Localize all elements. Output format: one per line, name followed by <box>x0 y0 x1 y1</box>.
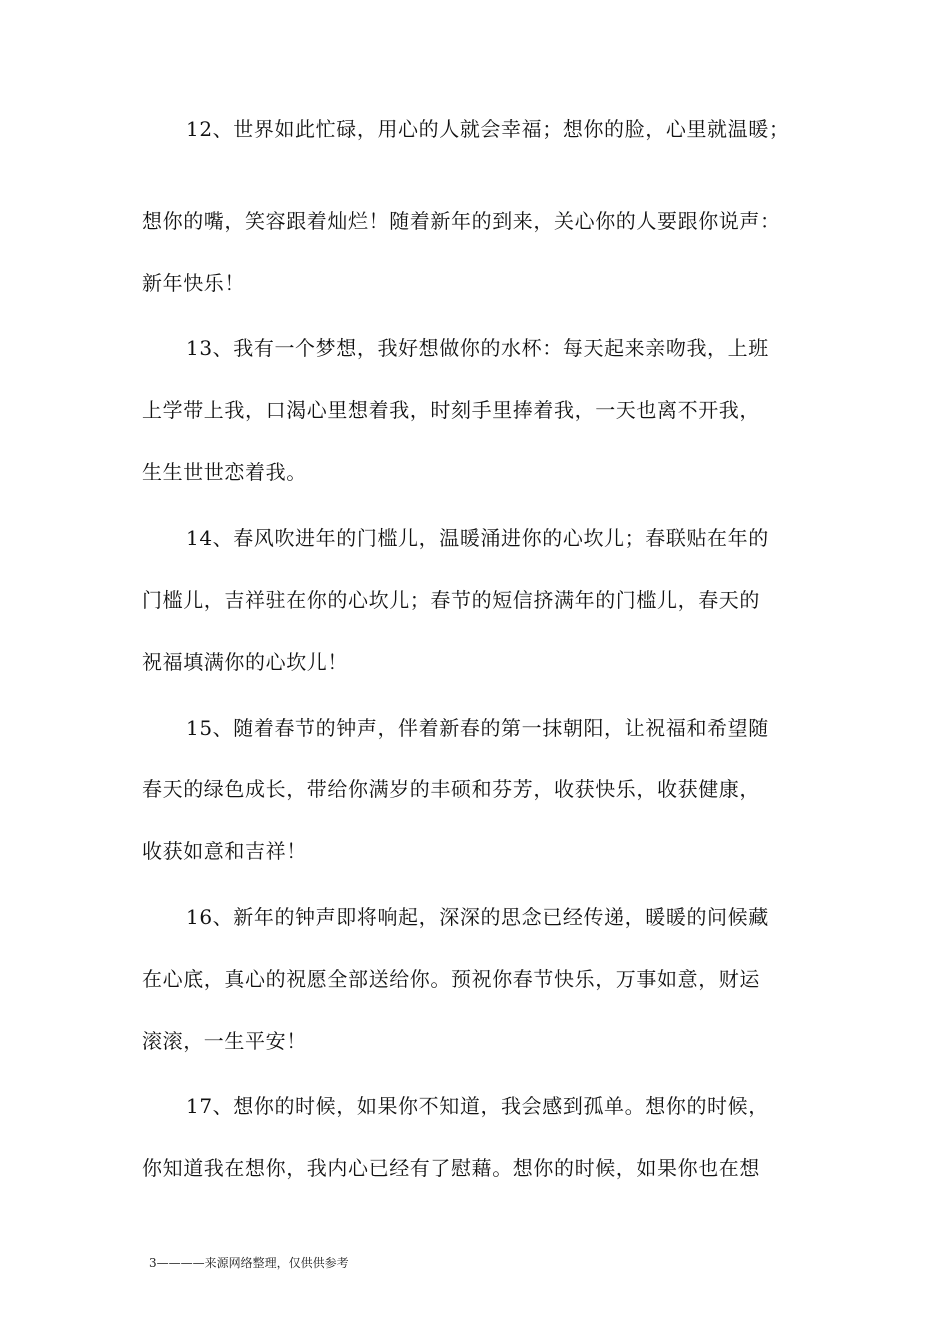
paragraph-13-line-3: 生生世世恋着我。 <box>142 460 307 484</box>
paragraph-15-line-1: 15、随着春节的钟声，伴着新春的第一抹朝阳，让祝福和希望随 <box>186 716 769 740</box>
paragraph-14-line-2: 门槛儿，吉祥驻在你的心坎儿；春节的短信挤满年的门槛儿，春天的 <box>142 588 760 612</box>
paragraph-14-line-3: 祝福填满你的心坎儿！ <box>142 650 348 674</box>
paragraph-17-line-1: 17、想你的时候，如果你不知道，我会感到孤单。想你的时候， <box>186 1094 769 1118</box>
paragraph-17-line-2: 你知道我在想你，我内心已经有了慰藉。想你的时候，如果你也在想 <box>142 1156 760 1180</box>
page-footer: 3————来源网络整理，仅供供参考 <box>149 1256 349 1270</box>
paragraph-16-line-2: 在心底，真心的祝愿全部送给你。预祝你春节快乐，万事如意，财运 <box>142 967 760 991</box>
paragraph-12-line-3: 新年快乐！ <box>142 271 245 295</box>
paragraph-13-line-1: 13、我有一个梦想，我好想做你的水杯：每天起来亲吻我，上班 <box>186 336 769 360</box>
paragraph-15-line-2: 春天的绿色成长，带给你满岁的丰硕和芬芳，收获快乐，收获健康， <box>142 777 760 801</box>
paragraph-12-line-1: 12、世界如此忙碌，用心的人就会幸福；想你的脸，心里就温暖； <box>186 117 790 141</box>
paragraph-14-line-1: 14、春风吹进年的门槛儿，温暖涌进你的心坎儿；春联贴在年的 <box>186 526 769 550</box>
paragraph-16-line-1: 16、新年的钟声即将响起，深深的思念已经传递，暖暖的问候藏 <box>186 905 769 929</box>
paragraph-13-line-2: 上学带上我，口渴心里想着我，时刻手里捧着我，一天也离不开我， <box>142 398 760 422</box>
paragraph-12-line-2: 想你的嘴，笑容跟着灿烂！随着新年的到来，关心你的人要跟你说声： <box>142 209 781 233</box>
paragraph-15-line-3: 收获如意和吉祥！ <box>142 839 307 863</box>
paragraph-16-line-3: 滚滚，一生平安！ <box>142 1029 307 1053</box>
